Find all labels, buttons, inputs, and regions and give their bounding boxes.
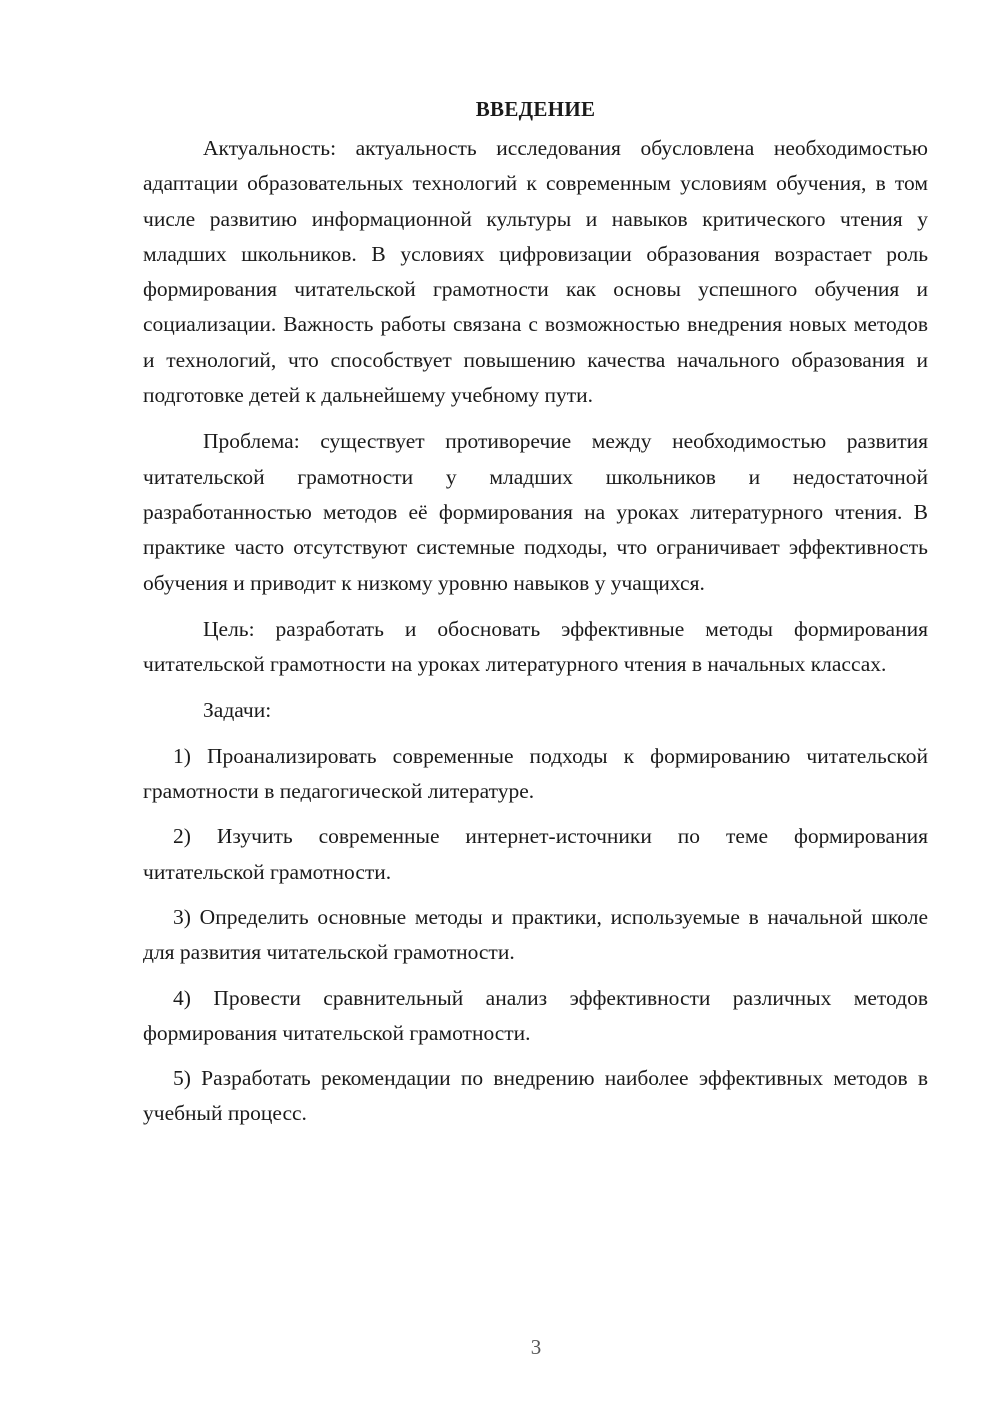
task-item: 5) Разработать рекомендации по внедрению наиболее эффективных методов в учебный процесс. [143,1066,928,1126]
task-item: 4) Провести сравнительный анализ эффективности различных методов формирования читательской грамотности. [143,985,928,1045]
paragraph-goal: Цель: разработать и обосновать эффективные методы формирования читательской грамотности на уроках литературного чтения в начальных классах. [143,616,928,677]
task-item: 3) Определить основные методы и практики, используемые в начальной школе для развития читательской грамотности. [143,904,928,965]
task-item: 2) Изучить современные интернет-источники по теме формирования читательской грамотности. [143,824,928,884]
page-number: 3 [530,1335,542,1359]
paragraph-relevance: Актуальность: актуальность исследования обусловлена необходимостью адаптации образовательных технологий к современным условиям обучения, в том числе развитию информационной культуры и навыков критического чтения у младших школьников. В условиях цифровизации образования возрастает роль формирования читательской грамотности как основы успешного обучения и социализации. Важность работы связана с возможностью внедрения новых методов и технологий, что способствует повышению качества начального образования и подготовке детей к дальнейшему учебному пути. [143,136,928,408]
document-page [143,92,928,1132]
paragraph-problem: Проблема: существует противоречие между необходимостью развития читательской грамотности у младших школьников и недостаточной разработанностью методов её формирования на уроках литературного чтения. В практике часто отсутствуют системные подходы, что ограничивает эффективность обучения и приводит к низкому уровню навыков у учащихся. [143,429,928,595]
task-item: 1) Проанализировать современные подходы к формированию читательской грамотности в педагогической литературе. [143,743,928,804]
tasks-heading: Задачи: [203,698,272,723]
page-title: ВВЕДЕНИЕ [475,97,596,121]
